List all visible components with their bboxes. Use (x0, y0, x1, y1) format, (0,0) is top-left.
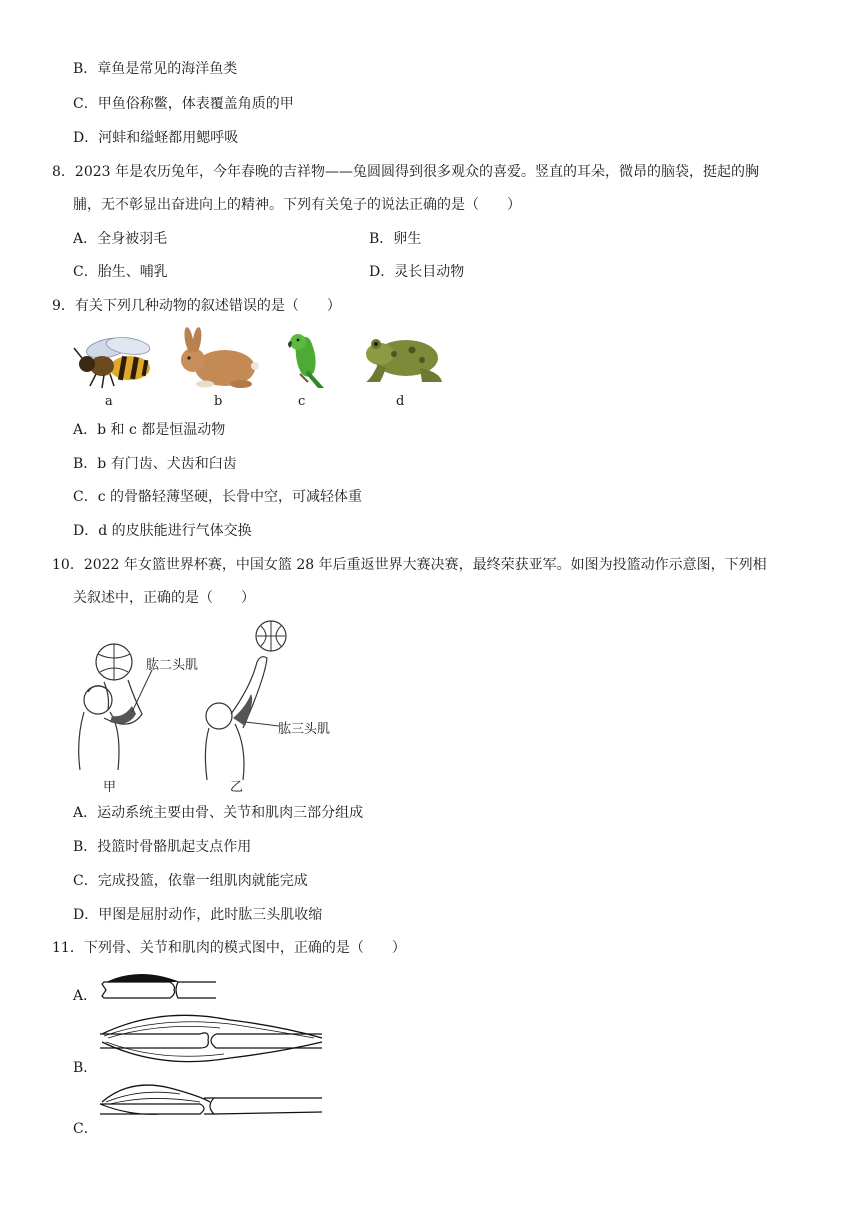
label-triceps: 肱三头肌 (278, 722, 331, 737)
q10-option-b: B．投篮时骨骼肌起支点作用 (73, 839, 252, 855)
animal-label-b: b (214, 394, 223, 409)
q8-option-b: B．卵生 (369, 231, 422, 247)
bone-joint-diagram-c (100, 1082, 324, 1122)
q7-option-d: D．河蚌和缢蛏都用鳃呼吸 (73, 130, 239, 146)
q8-option-d: D．灵长目动物 (369, 264, 465, 280)
bone-joint-diagram-b (100, 1012, 324, 1068)
q10-stem-line2: 关叙述中，正确的是（ ） (73, 590, 255, 606)
q8-stem-line1: 8．2023 年是农历兔年，今年春晚的吉祥物——兔圆圆得到很多观众的喜爱。竖直的耳朵，微昂的脑袋，挺起的胸 (52, 164, 759, 180)
frog-image (360, 328, 446, 388)
q10-option-a: A．运动系统主要由骨、关节和肌肉三部分组成 (73, 805, 364, 821)
q10-option-d: D．甲图是屈肘动作，此时肱三头肌收缩 (73, 907, 323, 923)
q8-option-c: C．胎生、哺乳 (73, 264, 168, 280)
q8-option-a: A．全身被羽毛 (73, 231, 168, 247)
shooting-figure-yi (195, 618, 345, 783)
q11-option-a-label: A． (73, 988, 98, 1004)
label-yi: 乙 (230, 780, 244, 795)
parrot-image (278, 330, 338, 392)
label-jia: 甲 (103, 780, 117, 795)
q10-stem-line1: 10．2022 年女篮世界杯赛，中国女篮 28 年后重返世界大赛决赛，最终荣获亚军。如图为投篮动作示意图，下列相 (52, 557, 767, 573)
label-biceps: 肱二头肌 (146, 658, 199, 673)
bone-joint-diagram-a (100, 968, 220, 1004)
rabbit-image (175, 328, 260, 390)
q8-stem-line2: 脯，无不彰显出奋进向上的精神。下列有关兔子的说法正确的是（ ） (73, 197, 521, 213)
animal-label-c: c (298, 394, 306, 409)
animal-label-a: a (105, 394, 113, 409)
q9-option-b: B．b 有门齿、犬齿和臼齿 (73, 456, 237, 472)
q11-option-b-label: B． (73, 1060, 98, 1076)
q9-stem: 9．有关下列几种动物的叙述错误的是（ ） (52, 298, 341, 314)
q9-option-c: C．c 的骨骼轻薄坚硬，长骨中空，可减轻体重 (73, 489, 363, 505)
q7-option-b: B．章鱼是常见的海洋鱼类 (73, 61, 238, 77)
q10-option-c: C．完成投篮，依靠一组肌肉就能完成 (73, 873, 308, 889)
q9-option-a: A．b 和 c 都是恒温动物 (73, 422, 226, 438)
bee-image (70, 334, 160, 394)
q9-option-d: D．d 的皮肤能进行气体交换 (73, 523, 252, 539)
q11-stem: 11．下列骨、关节和肌肉的模式图中，正确的是（ ） (52, 940, 406, 956)
q7-option-c: C．甲鱼俗称鳖，体表覆盖角质的甲 (73, 96, 294, 112)
animal-label-d: d (396, 394, 405, 409)
q11-option-c-label: C． (73, 1121, 98, 1137)
